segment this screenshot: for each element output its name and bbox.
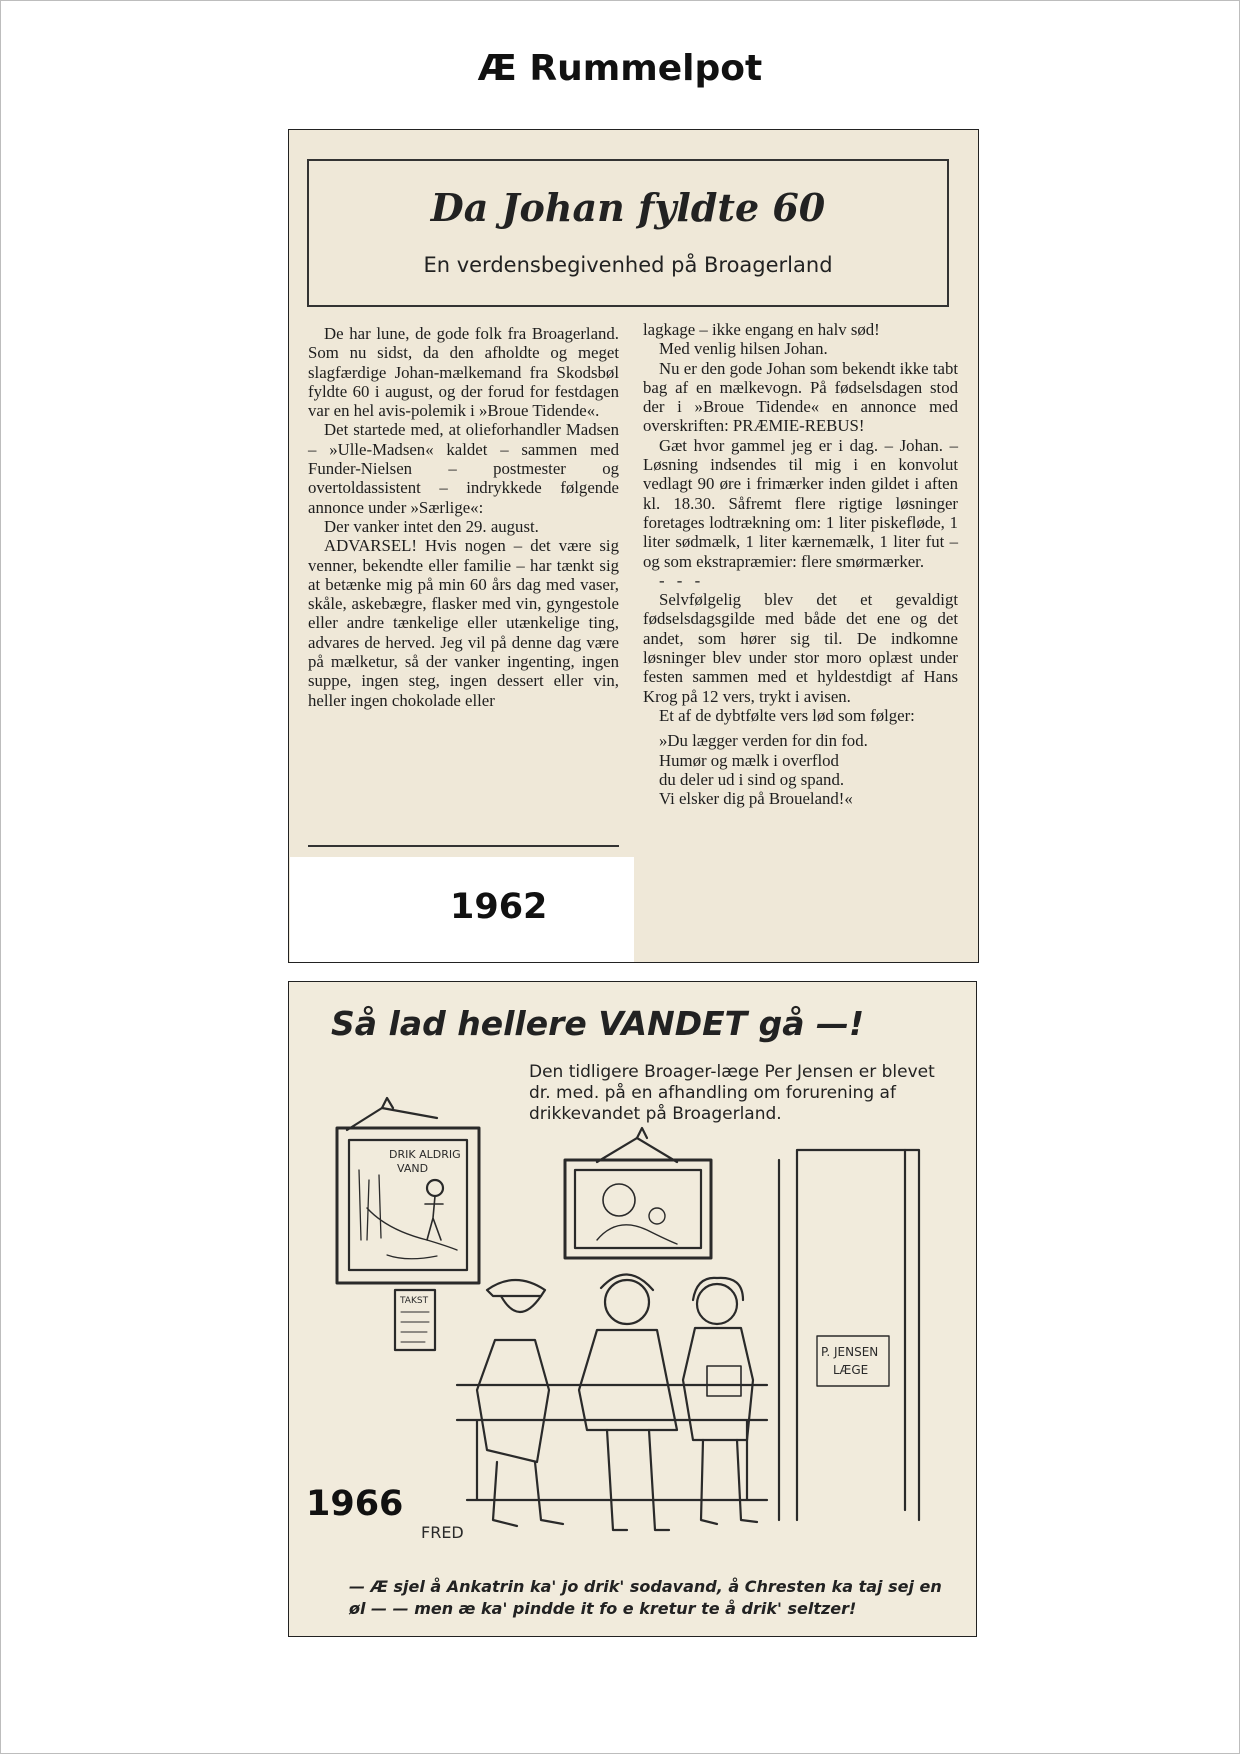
subheadline: En verdensbegivenhed på Broagerland [423,253,833,277]
bench [457,1385,767,1500]
paragraph: De har lune, de gode folk fra Broagerland. Som nu sidst, da den afholdte og meget slagfærdige Johan-mælkemand fra Skodsbøl fyldte 60 i august, og der forud for festdagen var en hel avis-polemik i »Broue Tidende«. [308,324,619,421]
year-label-box [290,857,634,963]
artist-signature: FRED [421,1523,464,1542]
painting-text-2: VAND [397,1162,429,1175]
verse-line: »Du lægger verden for din fod. [659,731,868,751]
verse-line: Humør og mælk i overflod [659,750,839,770]
article-column-2 [643,320,958,808]
door-sign-line-1: P. JENSEN [821,1345,879,1359]
cartoon-caption: — Æ sjel å Ankatrin ka' jo drik' sodavand, å Chresten ka taj sej en øl — — men æ ka' pindde it fo e kretur te å drik' seltzer! [349,1577,942,1618]
framed-picture-middle [565,1128,711,1258]
seated-man [477,1280,563,1526]
column-rule [308,845,619,847]
verse-line: Vi elsker dig på Broueland!« [659,789,853,809]
year-label-1962: 1962 [450,887,548,927]
sign-text: TAKST [400,1296,429,1306]
clipping-1962 [288,129,979,963]
paragraph: Med venlig hilsen Johan. [659,339,828,359]
door-sign-line-2: LÆGE [833,1363,869,1377]
verse-line: du deler ud i sind og spand. [659,769,845,789]
painting-text-1: DRIK ALDRIG [389,1148,461,1161]
headline: Så lad hellere VANDET gå —! [331,1004,865,1043]
paragraph: lagkage – ikke engang en halv sød! [643,320,880,339]
paragraph: Nu er den gode Johan som bekendt ikke tabt bag af en mælkevogn. På fødselsdagen stod der i »Broue Tidende« en annonce med overskriften: PRÆMIE-REBUS! [643,358,958,436]
paragraph: Et af de dybtfølte vers lød som følger: [659,705,915,725]
paragraph: Selvfølgelig blev det et gevaldigt fødselsdagsgilde med både det ene og det andet, som hører sig til. De indkomne løsninger blev under stor moro oplæst under festen sammen med et hyldestdigt af Hans Krog på 12 vers, trykt i avisen. [643,590,958,706]
doorway [779,1150,919,1520]
framed-picture-left [337,1098,479,1283]
lede-text: Den tidligere Broager-læge Per Jensen er blevet dr. med. på en afhandling om forurening af drikkevandet på Broagerland. [529,1062,935,1124]
article-column-1 [308,324,619,710]
headline: Da Johan fyldte 60 [430,185,826,230]
paragraph: Gæt hvor gammel jeg er i dag. – Johan. – Løsning indsendes til mig i en konvolut vedlagt 90 øre i frimærker inden gildet i aften kl. 18.30. Såfremt flere rigtige løsninger foretages lodtrækning om: 1 liter piskefløde, 1 liter sødmælk, 1 liter kærnemælk, 1 liter fut – og som ekstrapræmier: flere smørmærker. [643,435,958,571]
paragraph: ADVARSEL! Hvis nogen – det være sig venner, bekendte eller familie – har tænkt sig at betænke mig på min 60 års dag med vaser, skåle, askebægre, flasker med vin, gyngestole eller andre tænkelige eller utænkelige ting, advares de herved. Jeg vil på denne dag være på mælketur, så der vanker ingenting, ingen suppe, ingen steg, ingen dessert eller vin, heller ingen chokolade eller [308,536,619,710]
paragraph: Der vanker intet den 29. august. [324,516,539,536]
paragraph: Det startede med, at olieforhandler Madsen – »Ulle-Madsen« kaldet – sammen med Funder-Nielsen – postmester og overtoldassistent – indrykkede følgende annonce under »Særlige«: [308,420,619,517]
clipping-1966 [288,981,977,1637]
headline-box [307,159,949,307]
section-separator: - - - [659,570,705,590]
seated-woman-center [579,1274,677,1530]
year-label-1966: 1966 [306,1484,404,1524]
page-title: Æ Rummelpot [477,48,763,89]
